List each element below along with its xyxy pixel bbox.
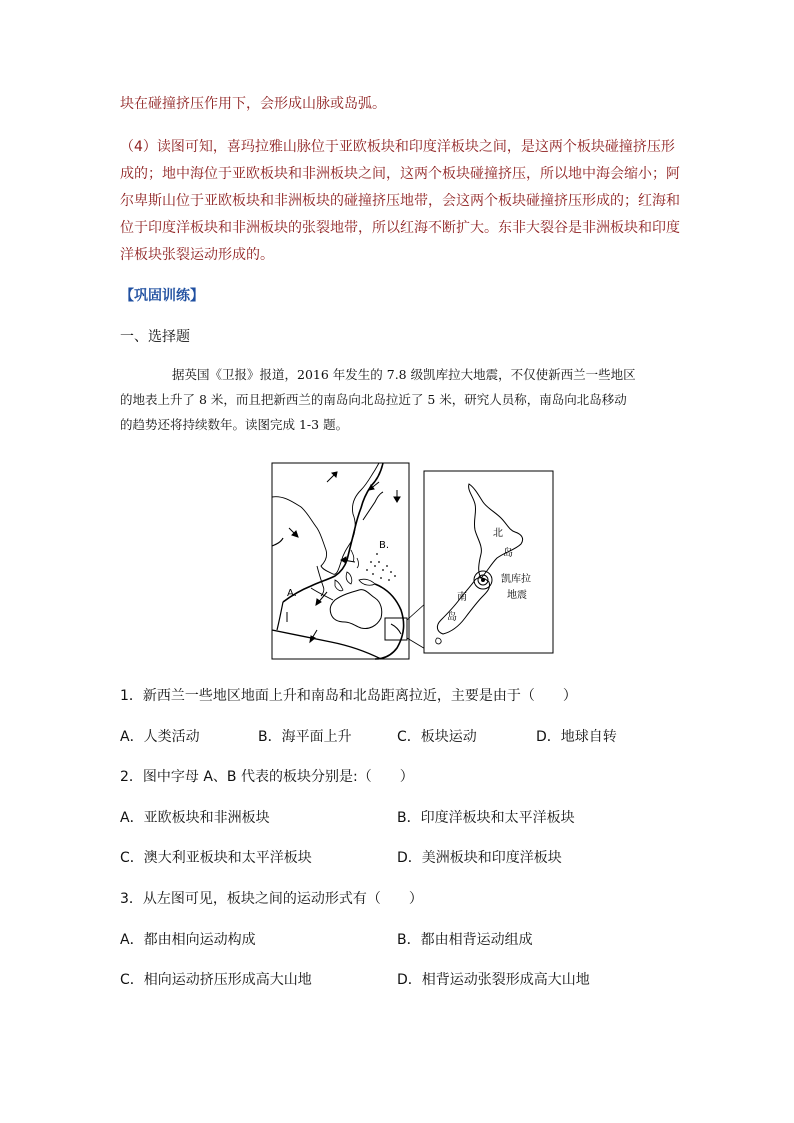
section-subtitle: 一、选择题 <box>120 329 190 345</box>
plate-label-b: B. <box>379 540 390 551</box>
answer-paragraph-line: （4）读图可知，喜玛拉雅山脉位于亚欧板块和印度洋板块之间，是这两个板块碰撞挤压形 <box>120 139 675 155</box>
question-stem: 3．从左图可见，板块之间的运动形式有（ ） <box>120 891 423 907</box>
section-title: 【巩固训练】 <box>120 288 204 304</box>
answer-option[interactable]: C．相向运动挤压形成高大山地 <box>120 972 312 988</box>
south-island-label: 南 <box>457 592 467 603</box>
new-zealand-map <box>424 471 553 653</box>
answer-option[interactable]: A．亚欧板块和非洲板块 <box>120 810 270 826</box>
quake-label: 凯库拉 <box>501 574 531 585</box>
answer-option[interactable]: A．都由相向运动构成 <box>120 932 256 948</box>
south-island-label: 岛 <box>447 612 457 623</box>
answer-option[interactable]: D．相背运动张裂形成高大山地 <box>397 972 590 988</box>
answer-option[interactable]: B．印度洋板块和太平洋板块 <box>397 810 575 826</box>
answer-option[interactable]: C．澳大利亚板块和太平洋板块 <box>120 850 312 866</box>
quake-label: 地震 <box>507 590 527 601</box>
passage-line: 据英国《卫报》报道，2016 年发生的 7.8 级凯库拉大地震，不仅使新西兰一些地区 <box>172 367 636 382</box>
answer-line: 块在碰撞挤压作用下，会形成山脉或岛弧。 <box>120 96 386 112</box>
plate-boundary-map <box>272 463 427 659</box>
map-figure <box>271 462 557 666</box>
passage-line: 的地表上升了 8 米，而且把新西兰的南岛向北岛拉近了 5 米，研究人员称，南岛向北岛移动 <box>120 392 627 407</box>
answer-option[interactable]: C．板块运动 <box>397 729 477 745</box>
answer-option[interactable]: B．海平面上升 <box>258 729 352 745</box>
reading-passage <box>120 362 680 437</box>
answer-paragraph-line: 洋板块张裂运动形成的。 <box>120 247 274 263</box>
answer-paragraph-line: 尔卑斯山位于亚欧板块和非洲板块的碰撞挤压地带，会这两个板块碰撞挤压形成的；红海和 <box>120 193 680 209</box>
question-stem: 1．新西兰一些地区地面上升和南岛和北岛距离拉近，主要是由于（ ） <box>120 688 577 704</box>
answer-option[interactable]: D．地球自转 <box>536 729 617 745</box>
answer-paragraph-line: 成的；地中海位于亚欧板块和非洲板块之间，这两个板块碰撞挤压，所以地中海会缩小；阿 <box>120 166 680 182</box>
plate-label-a: A. <box>287 588 297 599</box>
map-figure-svg <box>271 462 557 662</box>
question-stem: 2．图中字母 A、B 代表的板块分别是:（ ） <box>120 769 414 785</box>
answer-option[interactable]: B．都由相背运动组成 <box>397 932 533 948</box>
north-island-label: 北 <box>493 528 503 539</box>
answer-paragraph-line: 位于印度洋板块和非洲板块的张裂地带，所以红海不断扩大。东非大裂谷是非洲板块和印度 <box>120 220 680 236</box>
passage-line: 的趋势还将持续数年。读图完成 1-3 题。 <box>120 417 349 432</box>
epicenter-dot <box>481 578 485 582</box>
answer-option[interactable]: A．人类活动 <box>120 729 200 745</box>
answer-option[interactable]: D．美洲板块和印度洋板块 <box>397 850 562 866</box>
north-island-label: 岛 <box>503 548 513 559</box>
